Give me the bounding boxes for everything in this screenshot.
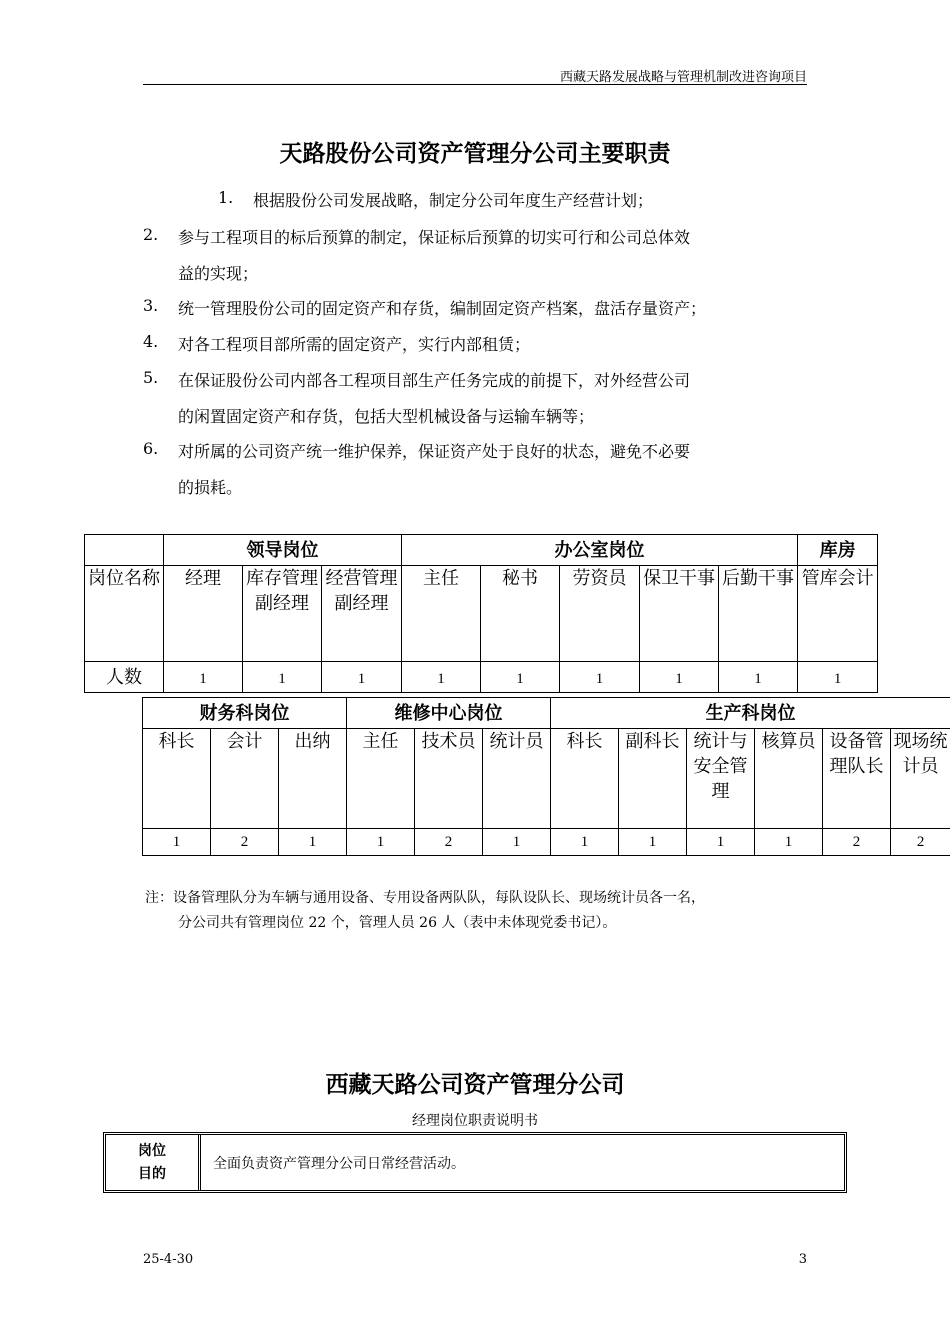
duty-text: 在保证股份公司内部各工程项目部生产任务完成的前提下，对外经营公司 [178,371,691,390]
position-cell: 经理 [164,566,243,662]
job-purpose-label [106,1135,201,1190]
category-warehouse: 库房 [798,535,878,566]
duty-number: 4. [143,332,159,351]
count-cell: 1 [619,829,687,856]
row-label-count: 人数 [85,662,164,693]
position-cell: 秘书 [481,566,560,662]
position-cell: 设备管理队长 [823,729,891,829]
position-cell: 会计 [211,729,279,829]
job-purpose-label-line-2: 目的 [138,1165,166,1182]
duty-text: 统一管理股份公司的固定资产和存货，编制固定资产档案，盘活存量资产； [178,299,707,318]
position-cell: 库存管理副经理 [243,566,322,662]
duty-number: 3. [143,296,159,315]
count-cell: 1 [551,829,619,856]
count-cell: 1 [798,662,878,693]
duty-text: 的损耗。 [178,478,243,497]
count-cell: 1 [560,662,640,693]
position-cell: 科长 [143,729,211,829]
count-cell: 1 [164,662,243,693]
position-cell: 管库会计 [798,566,878,662]
count-cell: 1 [243,662,322,693]
duty-number: 6. [143,439,159,458]
job-purpose-label-line-1: 岗位 [138,1142,166,1159]
position-cell: 主任 [347,729,415,829]
position-cell: 劳资员 [560,566,640,662]
count-cell: 1 [347,829,415,856]
duty-text: 的闲置固定资产和存货，包括大型机械设备与运输车辆等； [178,407,595,426]
page-title: 天路股份公司资产管理分公司主要职责 [279,141,671,167]
count-cell: 2 [891,829,950,856]
duty-text: 对各工程项目部所需的固定资产，实行内部租赁； [178,335,531,354]
count-row [143,829,950,856]
count-cell: 1 [143,829,211,856]
section-title: 西藏天路公司资产管理分公司 [325,1072,625,1098]
position-cell: 科长 [551,729,619,829]
job-purpose-content: 全面负责资产管理分公司日常经营活动。 [213,1155,465,1172]
duty-number: 5. [143,368,159,387]
positions-table-2 [142,697,950,856]
category-maintenance: 维修中心岗位 [347,698,551,729]
running-header: 西藏天路发展战略与管理机制改进咨询项目 [559,70,807,85]
count-cell: 1 [719,662,798,693]
duty-text: 参与工程项目的标后预算的制定，保证标后预算的切实可行和公司总体效 [178,228,691,247]
header-rule [143,84,807,85]
position-cell: 统计员 [483,729,551,829]
count-row [85,662,878,693]
category-production: 生产科岗位 [551,698,950,729]
count-cell: 2 [211,829,279,856]
position-cell: 现场统计员 [891,729,950,829]
position-cell: 主任 [402,566,481,662]
position-cell: 出纳 [279,729,347,829]
position-cell: 保卫干事 [640,566,719,662]
duty-text: 益的实现； [178,264,259,283]
category-row [143,698,950,729]
row-label-position: 岗位名称 [85,566,164,662]
table-note [145,886,705,936]
position-cell: 技术员 [415,729,483,829]
count-cell: 2 [823,829,891,856]
category-finance: 财务科岗位 [143,698,347,729]
position-cell: 统计与安全管理 [687,729,755,829]
position-cell: 副科长 [619,729,687,829]
count-cell: 1 [687,829,755,856]
positions-table-1 [84,534,878,693]
duty-number: 2. [143,225,159,244]
count-cell: 1 [755,829,823,856]
count-cell: 1 [481,662,560,693]
position-cell: 经营管理副经理 [322,566,402,662]
count-cell: 1 [322,662,402,693]
page-number: 3 [798,1252,807,1267]
position-name-row [85,566,878,662]
job-spec-table [103,1132,847,1193]
footer-date: 25-4-30 [143,1252,194,1267]
duty-text: 对所属的公司资产统一维护保养，保证资产处于良好的状态，避免不必要 [178,442,691,461]
section-subtitle: 经理岗位职责说明书 [412,1113,538,1129]
count-cell: 1 [279,829,347,856]
position-cell: 后勤干事 [719,566,798,662]
duty-text: 根据股份公司发展战略，制定分公司年度生产经营计划； [253,191,654,210]
category-row [85,535,878,566]
duty-number: 1. [218,188,234,207]
blank-cell [85,535,164,566]
count-cell: 1 [402,662,481,693]
note-line-2: 分公司共有管理岗位 22 个，管理人员 26 人（表中未体现党委书记）。 [178,915,617,931]
count-cell: 1 [640,662,719,693]
category-office: 办公室岗位 [402,535,798,566]
count-cell: 1 [483,829,551,856]
note-line-1: 注：设备管理队分为车辆与通用设备、专用设备两队队，每队设队长、现场统计员各一名， [145,890,705,906]
position-cell: 核算员 [755,729,823,829]
category-leadership: 领导岗位 [164,535,402,566]
position-name-row [143,729,950,829]
count-cell: 2 [415,829,483,856]
